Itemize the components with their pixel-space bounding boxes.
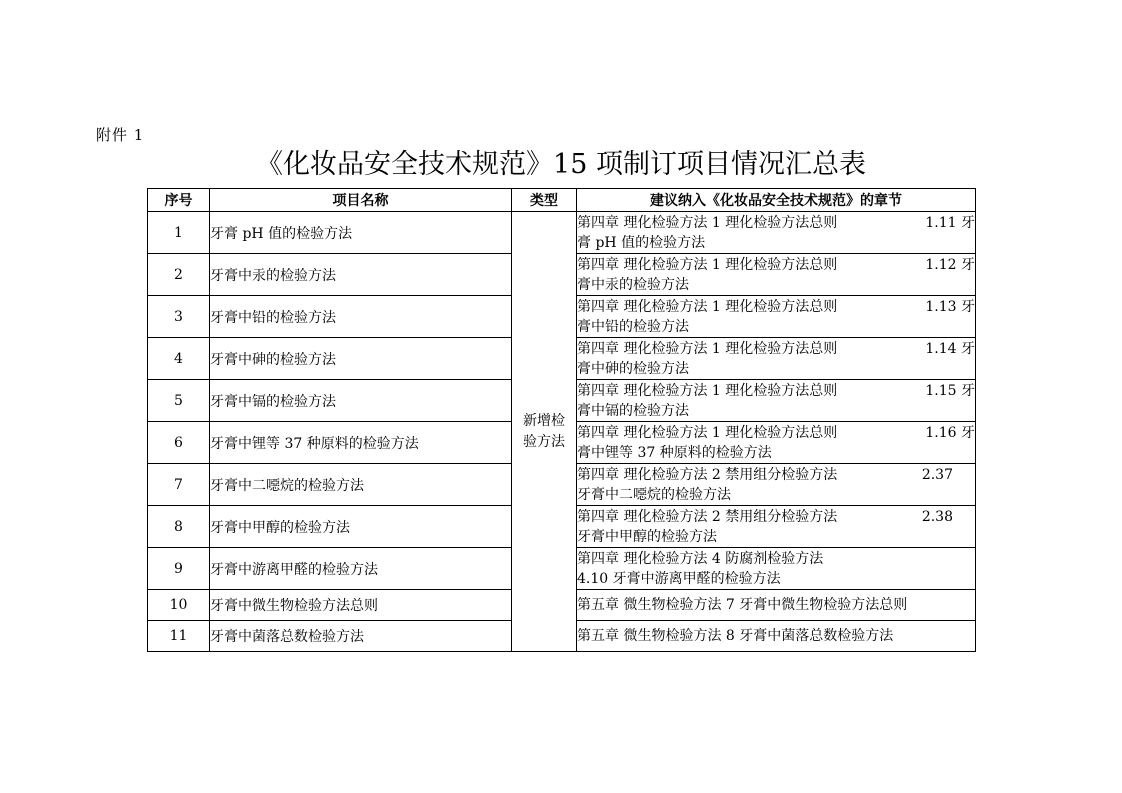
table-header-row [148,189,976,212]
row-chapter [577,254,976,296]
chapter-right: 2.37 [921,466,953,483]
chapter-right: 1.14 牙 [925,340,975,357]
table-row [148,212,976,254]
chapter-text: 第五章 微生物检验方法 7 牙膏中微生物检验方法总则 [577,597,908,613]
row-no: 11 [148,621,210,652]
chapter-line2: 膏中镉的检验方法 [577,402,689,419]
row-no: 7 [148,464,210,506]
chapter-left: 第四章 理化检验方法 4 防腐剂检验方法 [577,550,824,567]
chapter-line2: 4.10 牙膏中游离甲醛的检验方法 [577,570,781,587]
row-chapter [577,212,976,254]
row-name: 牙膏中锂等 37 种原料的检验方法 [210,422,512,464]
chapter-left: 第四章 理化检验方法 2 禁用组分检验方法 [577,508,838,525]
row-name: 牙膏 pH 值的检验方法 [210,212,512,254]
row-name: 牙膏中铅的检验方法 [210,296,512,338]
chapter-left: 第四章 理化检验方法 1 理化检验方法总则 [577,424,838,441]
row-no: 3 [148,296,210,338]
chapter-right: 1.15 牙 [925,382,975,399]
chapter-left: 第四章 理化检验方法 1 理化检验方法总则 [577,340,838,357]
header-chapter: 建议纳入《化妆品安全技术规范》的章节 [577,189,976,212]
row-no: 2 [148,254,210,296]
row-no: 1 [148,212,210,254]
row-chapter [577,296,976,338]
chapter-text: 第五章 微生物检验方法 8 牙膏中菌落总数检验方法 [577,628,894,644]
row-no: 8 [148,506,210,548]
row-name: 牙膏中二噁烷的检验方法 [210,464,512,506]
chapter-line2: 膏 pH 值的检验方法 [577,234,706,251]
row-no: 10 [148,590,210,621]
row-name: 牙膏中镉的检验方法 [210,380,512,422]
chapter-left: 第四章 理化检验方法 1 理化检验方法总则 [577,214,838,231]
row-name: 牙膏中甲醇的检验方法 [210,506,512,548]
chapter-right: 2.38 [921,508,953,525]
chapter-left: 第四章 理化检验方法 2 禁用组分检验方法 [577,466,838,483]
row-chapter [577,621,976,652]
document-title: 《化妆品安全技术规范》15 项制订项目情况汇总表 [256,149,866,180]
row-name: 牙膏中砷的检验方法 [210,338,512,380]
type-cell [512,212,577,652]
row-name: 牙膏中菌落总数检验方法 [210,621,512,652]
row-name: 牙膏中游离甲醛的检验方法 [210,548,512,590]
type-line2: 验方法 [523,433,565,450]
chapter-line2: 牙膏中甲醇的检验方法 [577,528,717,545]
chapter-right: 1.11 牙 [925,214,975,231]
chapter-line2: 膏中铅的检验方法 [577,318,689,335]
row-no: 9 [148,548,210,590]
row-chapter [577,590,976,621]
header-type: 类型 [512,189,577,212]
row-chapter [577,548,976,590]
header-name: 项目名称 [210,189,512,212]
attachment-label: 附件 1 [96,126,145,144]
row-chapter [577,422,976,464]
summary-table [147,188,976,652]
chapter-line2: 膏中砷的检验方法 [577,360,689,377]
chapter-right: 1.13 牙 [925,298,975,315]
chapter-right: 1.16 牙 [925,424,975,441]
chapter-left: 第四章 理化检验方法 1 理化检验方法总则 [577,298,838,315]
row-chapter [577,338,976,380]
row-chapter [577,506,976,548]
row-name: 牙膏中微生物检验方法总则 [210,590,512,621]
type-line1: 新增检 [523,412,565,429]
header-no: 序号 [148,189,210,212]
row-chapter [577,380,976,422]
chapter-left: 第四章 理化检验方法 1 理化检验方法总则 [577,382,838,399]
row-chapter [577,464,976,506]
row-name: 牙膏中汞的检验方法 [210,254,512,296]
row-no: 6 [148,422,210,464]
chapter-line2: 膏中锂等 37 种原料的检验方法 [577,444,772,461]
chapter-left: 第四章 理化检验方法 1 理化检验方法总则 [577,256,838,273]
row-no: 4 [148,338,210,380]
chapter-right: 1.12 牙 [925,256,975,273]
row-no: 5 [148,380,210,422]
chapter-line2: 膏中汞的检验方法 [577,276,689,293]
chapter-line2: 牙膏中二噁烷的检验方法 [577,486,731,503]
